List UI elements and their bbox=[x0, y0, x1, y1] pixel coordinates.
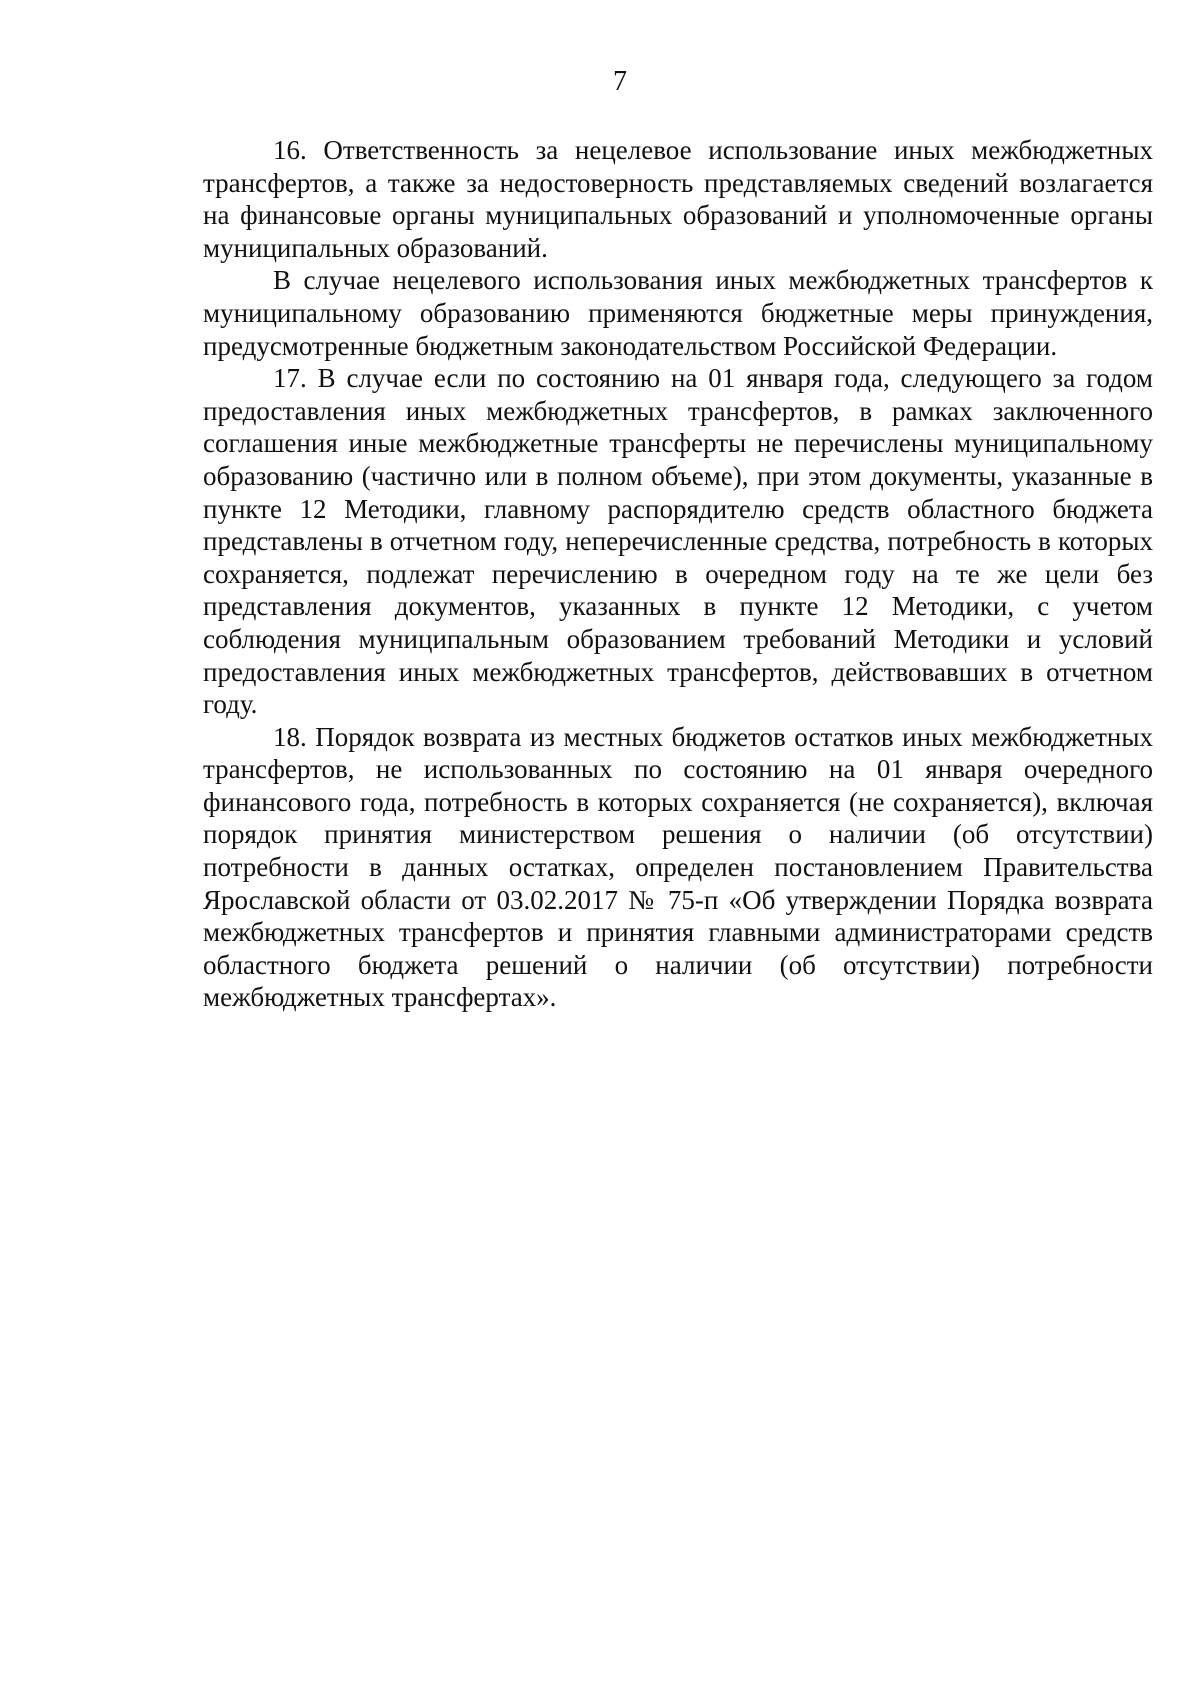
page-number: 7 bbox=[613, 66, 627, 97]
document-body bbox=[203, 134, 1153, 1014]
paragraph-16-misuse-measures: В случае нецелевого использования иных межбюджетных трансфертов к муниципальному образованию применяются бюджетные меры принуждения, предусмотренные бюджетным законодательством Российской Федерации. bbox=[203, 265, 1153, 361]
paragraph-17: 17. В случае если по состоянию на 01 января года, следующего за годом предоставления иных межбюджетных трансфертов, в рамках заключенного соглашения иные межбюджетные трансферты не перечислены муниципальному образованию (частично или в полном объеме), при этом документы, указанные в пункте 12 Методики, главному распорядителю средств областного бюджета представлены в отчетном году, неперечисленные средства, потребность в которых сохраняется, подлежат перечислению в очередном году на те же цели без представления документов, указанных в пункте 12 Методики, с учетом соблюдения муниципальным образованием требований Методики и условий предоставления иных межбюджетных трансфертов, действовавших в отчетном году. bbox=[203, 363, 1153, 720]
paragraph-18: 18. Порядок возврата из местных бюджетов остатков иных межбюджетных трансфертов, не использованных по состоянию на 01 января очередного финансового года, потребность в которых сохраняется (не сохраняется), включая порядок принятия министерством решения о наличии (об отсутствии) потребности в данных остатках, определен постановлением Правительства Ярославской области от 03.02.2017 № 75-п «Об утверждении Порядка возврата межбюджетных трансфертов и принятия главными администраторами средств областного бюджета решений о наличии (об отсутствии) потребности межбюджетных трансфертах». bbox=[203, 721, 1153, 1013]
paragraph-16: 16. Ответственность за нецелевое использование иных межбюджетных трансфертов, а также за недостоверность представляемых сведений возлагается на финансовые органы муниципальных образований и уполномоченные органы муниципальных образований. bbox=[203, 135, 1153, 263]
